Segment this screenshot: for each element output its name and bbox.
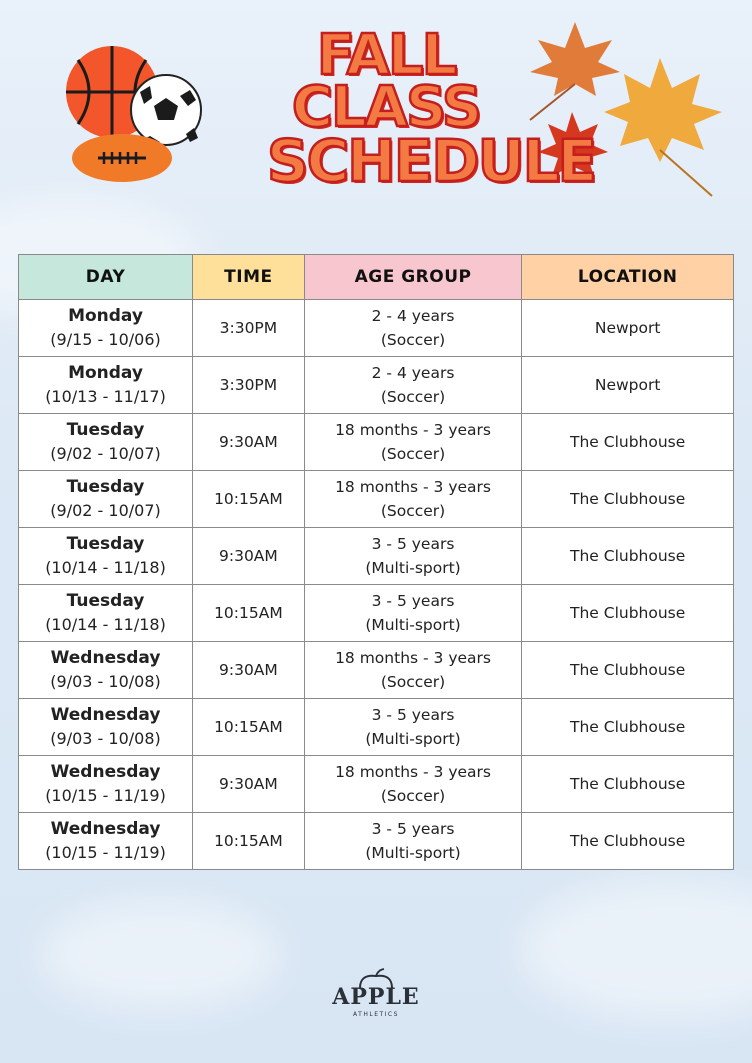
day-name: Wednesday — [50, 762, 161, 782]
column-header-age-group: AGE GROUP — [304, 255, 522, 300]
age-cell — [304, 642, 522, 699]
date-range: (9/02 - 10/07) — [50, 501, 161, 520]
logo-name: APPLE — [332, 984, 420, 1010]
location-cell: The Clubhouse — [522, 813, 734, 870]
age-cell — [304, 528, 522, 585]
age-range: 3 - 5 years — [371, 592, 455, 610]
day-cell — [19, 300, 193, 357]
age-range: 18 months - 3 years — [335, 478, 491, 496]
age-range: 3 - 5 years — [371, 820, 455, 838]
title-schedule: SCHEDULE — [266, 127, 596, 195]
age-cell — [304, 471, 522, 528]
day-name: Wednesday — [50, 819, 161, 839]
column-header-day: DAY — [19, 255, 193, 300]
program-type: (Soccer) — [380, 673, 446, 691]
age-cell — [304, 699, 522, 756]
time-cell: 3:30PM — [193, 357, 305, 414]
program-type: (Multi-sport) — [365, 844, 461, 862]
day-name: Wednesday — [50, 648, 161, 668]
date-range: (10/15 - 11/19) — [45, 786, 166, 805]
age-cell — [304, 300, 522, 357]
table-row — [19, 414, 734, 471]
day-cell — [19, 585, 193, 642]
date-range: (9/03 - 10/08) — [50, 729, 161, 748]
location-cell: Newport — [522, 300, 734, 357]
day-name: Tuesday — [66, 420, 145, 440]
age-range: 18 months - 3 years — [335, 649, 491, 667]
day-cell — [19, 471, 193, 528]
date-range: (9/03 - 10/08) — [50, 672, 161, 691]
time-cell: 10:15AM — [193, 699, 305, 756]
day-name: Tuesday — [66, 477, 145, 497]
time-cell: 9:30AM — [193, 642, 305, 699]
day-name: Wednesday — [50, 705, 161, 725]
date-range: (9/02 - 10/07) — [50, 444, 161, 463]
day-cell — [19, 813, 193, 870]
table-row — [19, 756, 734, 813]
table-row — [19, 699, 734, 756]
header — [0, 0, 752, 230]
program-type: (Soccer) — [380, 331, 446, 349]
age-cell — [304, 585, 522, 642]
program-type: (Soccer) — [380, 502, 446, 520]
program-type: (Soccer) — [380, 787, 446, 805]
time-cell: 10:15AM — [193, 813, 305, 870]
table-row — [19, 813, 734, 870]
table-row — [19, 357, 734, 414]
apple-athletics-logo — [330, 966, 422, 1026]
location-cell: The Clubhouse — [522, 756, 734, 813]
day-name: Tuesday — [66, 591, 145, 611]
background-cloud — [520, 880, 752, 1020]
table-row — [19, 471, 734, 528]
date-range: (10/14 - 11/18) — [45, 558, 166, 577]
location-cell: The Clubhouse — [522, 528, 734, 585]
age-cell — [304, 414, 522, 471]
table-row — [19, 585, 734, 642]
time-cell: 3:30PM — [193, 300, 305, 357]
location-cell: The Clubhouse — [522, 414, 734, 471]
table-row — [19, 300, 734, 357]
date-range: (10/13 - 11/17) — [45, 387, 166, 406]
day-cell — [19, 699, 193, 756]
day-cell — [19, 528, 193, 585]
day-cell — [19, 414, 193, 471]
day-name: Monday — [68, 363, 143, 383]
day-name: Monday — [68, 306, 143, 326]
location-cell: Newport — [522, 357, 734, 414]
location-cell: The Clubhouse — [522, 471, 734, 528]
date-range: (10/15 - 11/19) — [45, 843, 166, 862]
logo-subtitle: ATHLETICS — [353, 1011, 399, 1018]
age-range: 18 months - 3 years — [335, 763, 491, 781]
location-cell: The Clubhouse — [522, 699, 734, 756]
age-cell — [304, 756, 522, 813]
location-cell: The Clubhouse — [522, 585, 734, 642]
age-cell — [304, 357, 522, 414]
day-cell — [19, 756, 193, 813]
title-class: CLASS — [291, 75, 481, 140]
time-cell: 9:30AM — [193, 414, 305, 471]
age-cell — [304, 813, 522, 870]
column-header-location: LOCATION — [522, 255, 734, 300]
location-cell: The Clubhouse — [522, 642, 734, 699]
age-range: 2 - 4 years — [371, 364, 455, 382]
column-header-time: TIME — [193, 255, 305, 300]
age-range: 18 months - 3 years — [335, 421, 491, 439]
schedule-table — [18, 254, 734, 870]
time-cell: 10:15AM — [193, 585, 305, 642]
date-range: (9/15 - 10/06) — [50, 330, 161, 349]
day-cell — [19, 357, 193, 414]
program-type: (Multi-sport) — [365, 616, 461, 634]
title-fall: FALL — [316, 23, 456, 88]
age-range: 3 - 5 years — [371, 535, 455, 553]
program-type: (Multi-sport) — [365, 559, 461, 577]
program-type: (Soccer) — [380, 445, 446, 463]
table-row — [19, 528, 734, 585]
age-range: 3 - 5 years — [371, 706, 455, 724]
date-range: (10/14 - 11/18) — [45, 615, 166, 634]
program-type: (Multi-sport) — [365, 730, 461, 748]
program-type: (Soccer) — [380, 388, 446, 406]
day-name: Tuesday — [66, 534, 145, 554]
time-cell: 9:30AM — [193, 756, 305, 813]
time-cell: 10:15AM — [193, 471, 305, 528]
day-cell — [19, 642, 193, 699]
background-cloud — [40, 900, 280, 1010]
table-row — [19, 642, 734, 699]
table-header-row — [19, 255, 734, 300]
time-cell: 9:30AM — [193, 528, 305, 585]
age-range: 2 - 4 years — [371, 307, 455, 325]
